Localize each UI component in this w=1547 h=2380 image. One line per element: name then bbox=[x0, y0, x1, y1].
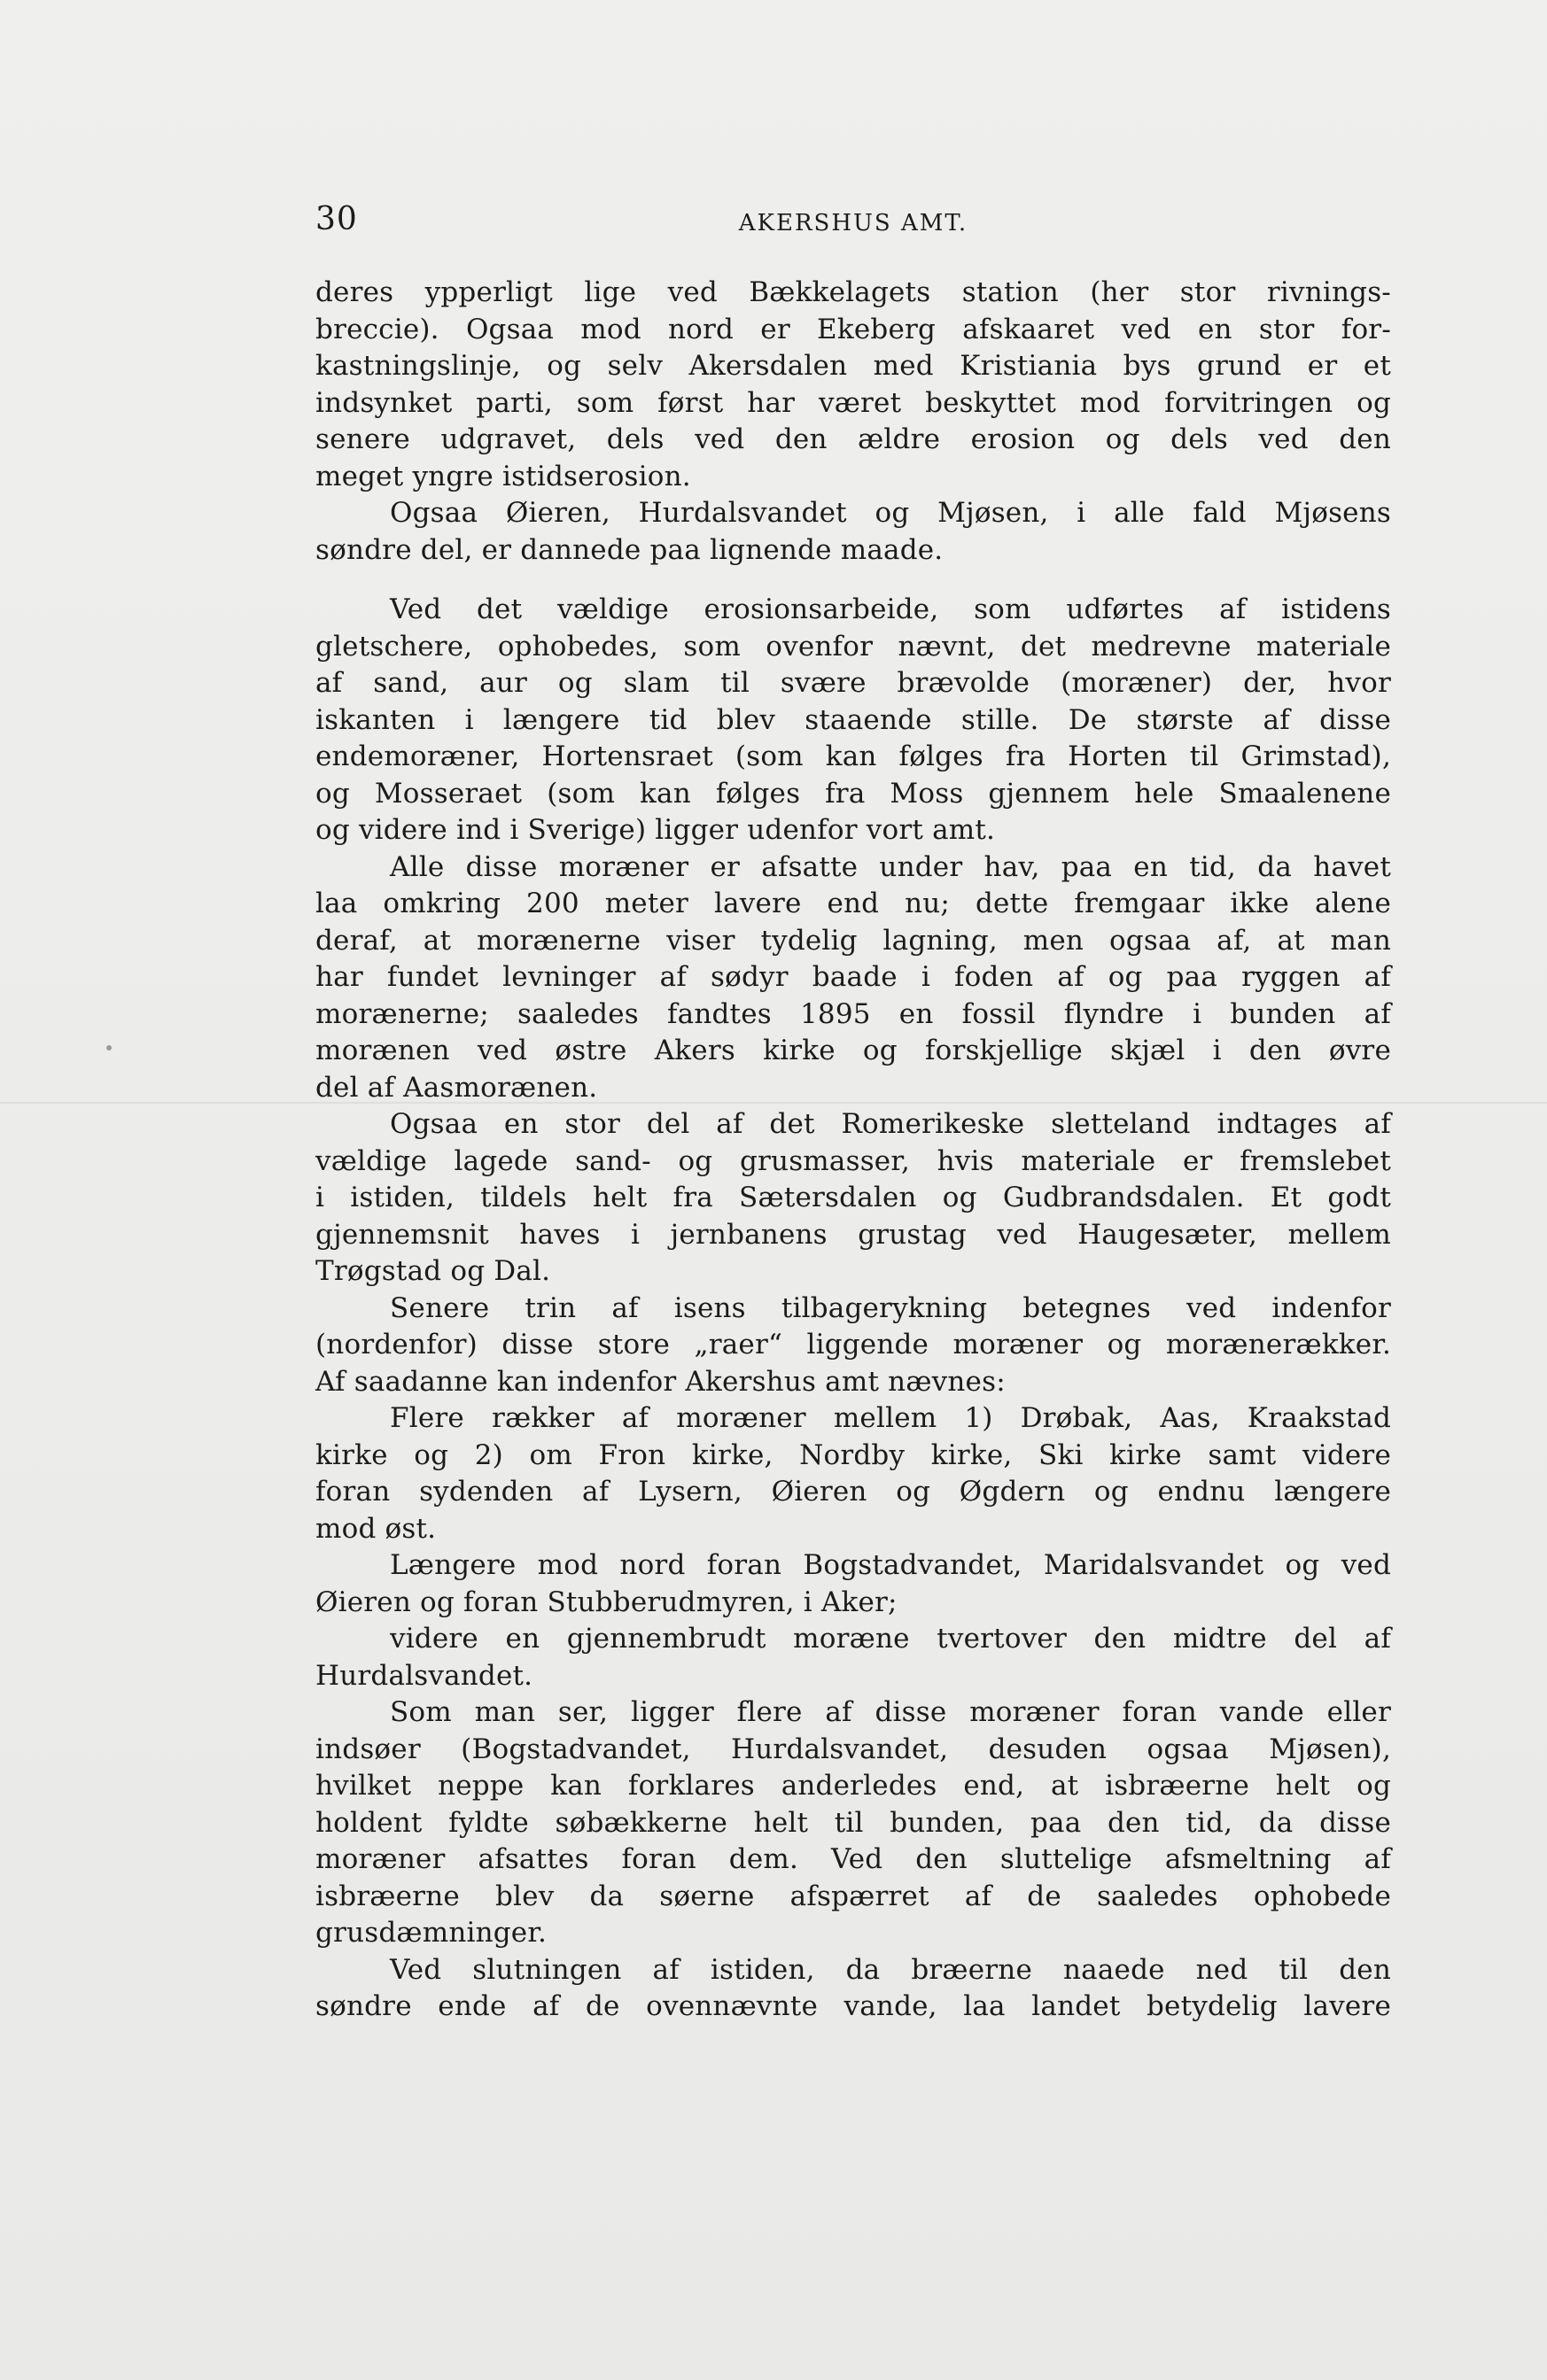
text-line: Alle disse moræner er afsatte under hav, paa en tid, da havet bbox=[390, 850, 1391, 883]
text-line: og Mosseraet (som kan følges fra Moss gjennem hele Smaalenene bbox=[315, 777, 1391, 810]
section-gap bbox=[315, 569, 1391, 592]
text-line: mod øst. bbox=[315, 1512, 437, 1545]
page-header bbox=[315, 200, 1391, 244]
text-line: vældige lagede sand- og grusmasser, hvis materiale er fremslebet bbox=[315, 1144, 1391, 1177]
text-line: Som man ser, ligger flere af disse moræner foran vande eller bbox=[390, 1696, 1391, 1728]
text-line: iskanten i længere tid blev staaende stille. De største af disse bbox=[315, 703, 1391, 736]
text-line: del af Aasmorænen. bbox=[315, 1071, 598, 1104]
text-line: Senere trin af isens tilbagerykning betegnes ved indenfor bbox=[390, 1291, 1391, 1324]
text-line: Ogsaa Øieren, Hurdalsvandet og Mjøsen, i alle fald Mjøsens bbox=[390, 497, 1391, 529]
text-line: endemoræner, Hortensraet (som kan følges fra Horten til Grimstad), bbox=[315, 740, 1391, 772]
text-line: hvilket neppe kan forklares anderledes end, at isbræerne helt og bbox=[315, 1770, 1391, 1802]
page-number: 30 bbox=[315, 201, 358, 237]
body-text bbox=[315, 275, 1391, 2026]
text-line: grusdæmninger. bbox=[315, 1917, 548, 1949]
text-line: deraf, at morænerne viser tydelig lagning, men ogsaa af, at man bbox=[315, 924, 1391, 957]
text-line: Ved slutningen af istiden, da bræerne naaede ned til den bbox=[390, 1953, 1391, 1986]
text-line: morænerne; saaledes fandtes 1895 en fossil flyndre i bunden af bbox=[315, 997, 1391, 1030]
text-line: Øieren og foran Stubberudmyren, i Aker; bbox=[315, 1585, 898, 1618]
text-line: Hurdalsvandet. bbox=[315, 1659, 533, 1692]
text-line: søndre del, er dannede paa lignende maade. bbox=[315, 533, 944, 566]
text-line: meget yngre istidserosion. bbox=[315, 460, 691, 492]
text-line: Trøgstad og Dal. bbox=[315, 1255, 551, 1287]
text-line: gjennemsnit haves i jernbanens grustag ved Haugesæter, mellem bbox=[315, 1218, 1391, 1251]
text-line: Af saadanne kan indenfor Akershus amt nævnes: bbox=[315, 1365, 1006, 1398]
text-line: deres ypperligt lige ved Bækkelagets station (her stor rivnings- bbox=[315, 276, 1391, 308]
text-line: isbræerne blev da søerne afspærret af de saaledes ophobede bbox=[315, 1880, 1391, 1912]
text-line: morænen ved østre Akers kirke og forskjellige skjæl i den øvre bbox=[315, 1035, 1391, 1066]
text-line: moræner afsattes foran dem. Ved den sluttelige afsmeltning af bbox=[315, 1843, 1391, 1875]
text-line: Længere mod nord foran Bogstadvandet, Maridalsvandet og ved bbox=[390, 1549, 1391, 1581]
text-line: Flere rækker af moræner mellem 1) Drøbak, Aas, Kraakstad bbox=[390, 1402, 1391, 1434]
text-line: og videre ind i Sverige) ligger udenfor vort amt. bbox=[315, 814, 996, 846]
text-line: søndre ende af de ovennævnte vande, laa landet betydelig lavere bbox=[315, 1990, 1391, 2022]
text-line: Ogsaa en stor del af det Romerikeske sletteland indtages af bbox=[390, 1108, 1391, 1140]
text-line: foran sydenden af Lysern, Øieren og Øgdern og endnu længere bbox=[315, 1476, 1391, 1508]
text-line: indsøer (Bogstadvandet, Hurdalsvandet, desuden ogsaa Mjøsen), bbox=[315, 1733, 1391, 1765]
text-line: kastningslinje, og selv Akersdalen med Kristiania bys grund er et bbox=[315, 350, 1391, 382]
text-line: senere udgravet, dels ved den ældre erosion og dels ved den bbox=[315, 423, 1391, 455]
text-line: holdent fyldte søbækkerne helt til bunden, paa den tid, da disse bbox=[315, 1806, 1391, 1839]
text-line: laa omkring 200 meter lavere end nu; dette fremgaar ikke alene bbox=[315, 888, 1391, 919]
text-line: kirke og 2) om Fron kirke, Nordby kirke, Ski kirke samt videre bbox=[315, 1438, 1391, 1471]
text-line: Ved det vældige erosionsarbeide, som udførtes af istidens bbox=[390, 593, 1391, 625]
text-line: (nordenfor) disse store „raer“ liggende moræner og morænerækker. bbox=[315, 1329, 1391, 1361]
text-line: af sand, aur og slam til svære brævolde (moræner) der, hvor bbox=[315, 667, 1391, 699]
text-line: breccie). Ogsaa mod nord er Ekeberg afskaaret ved en stor for- bbox=[315, 313, 1391, 345]
text-line: har fundet levninger af sødyr baade i foden af og paa ryggen af bbox=[315, 961, 1391, 993]
text-line: videre en gjennembrudt moræne tvertover den midtre del af bbox=[390, 1623, 1391, 1655]
running-title: AKERSHUS AMT. bbox=[738, 210, 968, 236]
margin-mark bbox=[106, 1045, 112, 1050]
text-line: i istiden, tildels helt fra Sætersdalen og Gudbrandsdalen. Et godt bbox=[315, 1182, 1391, 1213]
text-line: indsynket parti, som først har været beskyttet mod forvitringen og bbox=[315, 386, 1391, 419]
text-line: gletschere, ophobedes, som ovenfor nævnt, det medrevne materiale bbox=[315, 630, 1391, 663]
